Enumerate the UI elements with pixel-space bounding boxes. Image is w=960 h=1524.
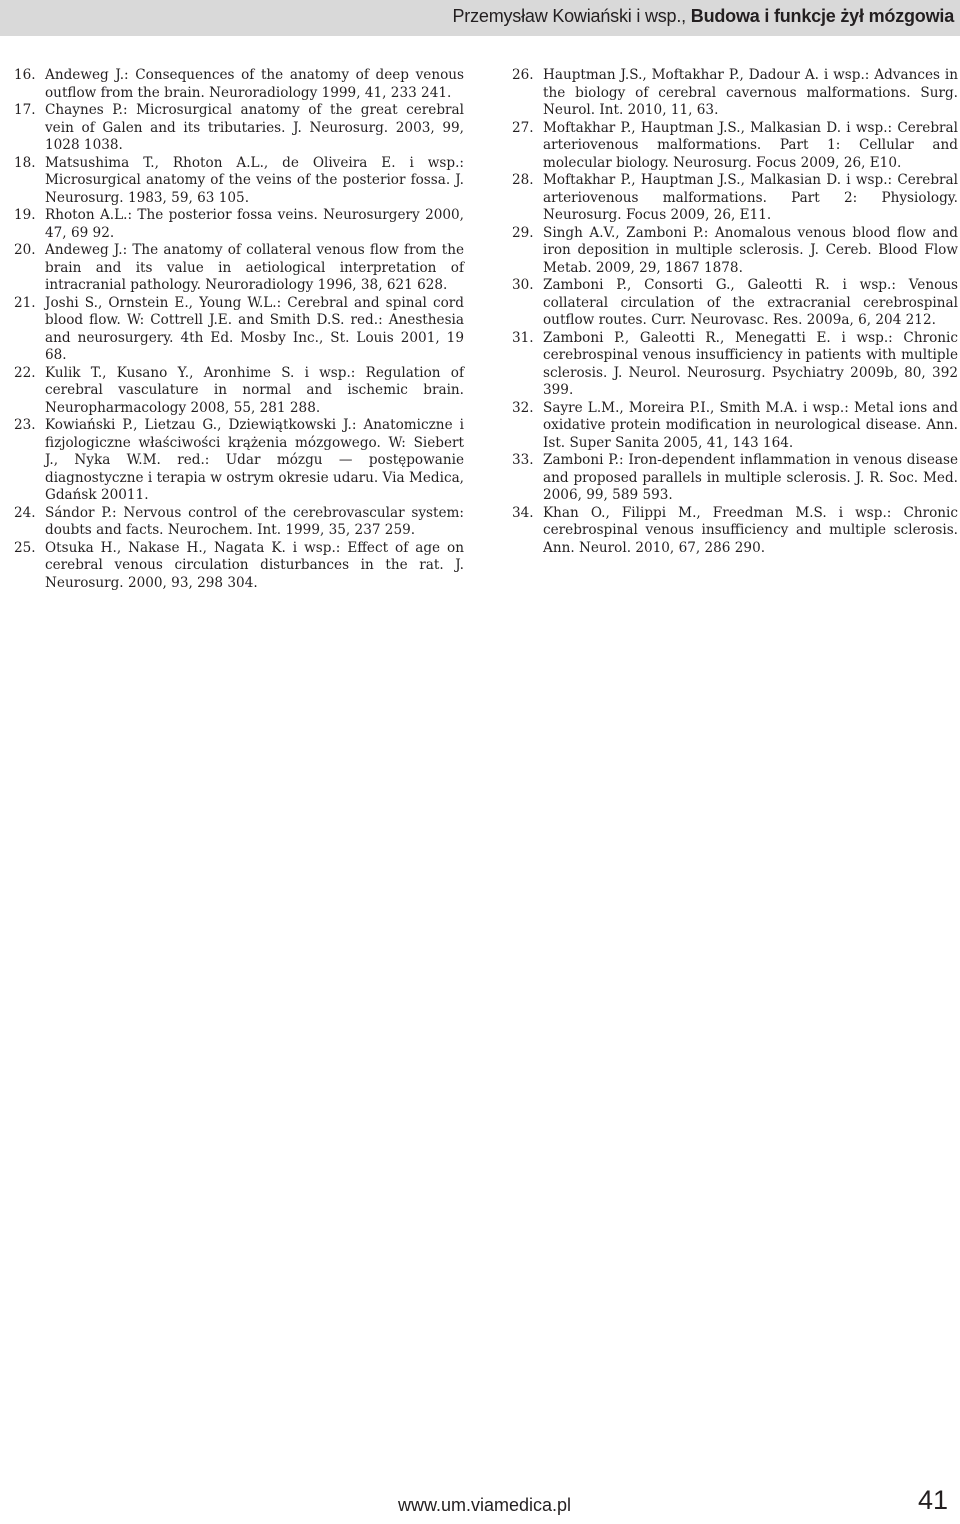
reference-number: 20. <box>14 242 36 258</box>
reference-text: Kulik T., Kusano Y., Aronhime S. i wsp.: Regulation of cerebral vasculature in normal and ischemic brain. Neuropharmacology 2008, 55, 281 288. <box>45 364 464 416</box>
reference-text: Zamboni P., Galeotti R., Menegatti E. i wsp.: Chronic cerebrospinal venous insufficiency in patients with multiple sclerosis. J. Neurol. Neurosurg. Psychiatry 2009b, 80, 392 399. <box>543 329 958 398</box>
reference-item <box>14 67 464 102</box>
reference-number: 22. <box>14 364 36 381</box>
reference-item <box>14 540 464 593</box>
page-number: 41 <box>918 1485 949 1515</box>
reference-item <box>512 400 958 453</box>
header-authors: Przemysław Kowiański i wsp., <box>452 6 691 26</box>
reference-item <box>14 295 464 365</box>
reference-text: Moftakhar P., Hauptman J.S., Malkasian D. i wsp.: Cerebral arteriovenous malformations. Part 1: Cellular and molecular biology. Neurosurg. Focus 2009, 26, E10. <box>543 119 958 171</box>
reference-text: Moftakhar P., Hauptman J.S., Malkasian D. i wsp.: Cerebral arteriovenous malformations. Part 2: Physiology. Neurosurg. Focus 2009, 26, E11. <box>543 172 958 223</box>
reference-number: 30. <box>512 277 534 293</box>
reference-text: Rhoton A.L.: The posterior fossa veins. Neurosurgery 2000, 47, 69 92. <box>45 207 464 241</box>
reference-number: 29. <box>512 224 534 241</box>
reference-text: Hauptman J.S., Moftakhar P., Dadour A. i wsp.: Advances in the biology of cerebral cavernous malformations. Surg. Neurol. Int. 2010, 11, 63. <box>543 67 958 118</box>
reference-text: Sayre L.M., Moreira P.I., Smith M.A. i wsp.: Metal ions and oxidative protein modification in neurological disease. Ann. Ist. Super Sanita 2005, 41, 143 164. <box>543 399 958 451</box>
reference-text: Chaynes P.: Microsurgical anatomy of the great cerebral vein of Galen and its tributaries. J. Neurosurg. 2003, 99, 1028 1038. <box>45 102 464 153</box>
reference-item <box>14 155 464 208</box>
reference-text: Joshi S., Ornstein E., Young W.L.: Cerebral and spinal cord blood flow. W: Cottrell J.E. and Smith D.S. red.: Anesthesia and neurosurgery. 4th Ed. Mosby Inc., St. Louis 2001, 19 68. <box>45 294 464 363</box>
reference-number: 26. <box>512 67 534 83</box>
reference-number: 23. <box>14 417 36 433</box>
reference-item <box>14 207 464 242</box>
reference-number: 17. <box>14 102 36 118</box>
reference-number: 34. <box>512 504 534 521</box>
reference-number: 27. <box>512 119 534 136</box>
reference-item <box>512 505 958 558</box>
reference-item <box>512 67 958 120</box>
reference-item <box>512 277 958 330</box>
reference-number: 32. <box>512 399 534 416</box>
running-header <box>0 0 960 36</box>
reference-item <box>14 417 464 505</box>
reference-number: 16. <box>14 67 36 83</box>
reference-text: Sándor P.: Nervous control of the cerebrovascular system: doubts and facts. Neurochem. Int. 1999, 35, 237 259. <box>45 504 464 538</box>
footer-url[interactable]: www.um.viamedica.pl <box>398 1495 572 1515</box>
reference-item <box>512 330 958 400</box>
header-title: Budowa i funkcje żył mózgowia <box>690 6 954 26</box>
reference-number: 28. <box>512 172 534 188</box>
reference-item <box>512 225 958 278</box>
reference-text: Matsushima T., Rhoton A.L., de Oliveira E. i wsp.: Microsurgical anatomy of the veins of the posterior fossa. J. Neurosurg. 1983, 59, 63 105. <box>45 154 464 206</box>
reference-number: 24. <box>14 504 36 521</box>
reference-number: 21. <box>14 294 36 311</box>
reference-number: 33. <box>512 452 534 468</box>
reference-text: Andeweg J.: Consequences of the anatomy of deep venous outflow from the brain. Neuroradiology 1999, 41, 233 241. <box>45 67 464 101</box>
reference-text: Singh A.V., Zamboni P.: Anomalous venous blood flow and iron deposition in multiple sclerosis. J. Cereb. Blood Flow Metab. 2009, 29, 1867 1878. <box>543 224 958 276</box>
reference-item <box>512 172 958 225</box>
references-column-left <box>14 67 464 592</box>
reference-number: 18. <box>14 154 36 171</box>
running-header-text <box>453 6 955 27</box>
reference-item <box>14 242 464 295</box>
reference-text: Andeweg J.: The anatomy of collateral venous flow from the brain and its value in aetiological interpretation of intracranial pathology. Neuroradiology 1996, 38, 621 628. <box>45 242 464 293</box>
reference-text: Khan O., Filippi M., Freedman M.S. i wsp.: Chronic cerebrospinal venous insufficiency and multiple sclerosis. Ann. Neurol. 2010, 67, 286 290. <box>543 504 958 556</box>
reference-item <box>512 120 958 173</box>
reference-text: Otsuka H., Nakase H., Nagata K. i wsp.: Effect of age on cerebral venous circulation disturbances in the rat. J. Neurosurg. 2000, 93, 298 304. <box>45 539 464 591</box>
reference-text: Kowiański P., Lietzau G., Dziewiątkowski J.: Anatomiczne i fizjologiczne właściwości krążenia mózgowego. W: Siebert J., Nyka W.M. red.: Udar mózgu — postępowanie diagnostyczne i terapia w ostrym okresie udaru. Via Medica, Gdańsk 20011. <box>45 417 464 503</box>
reference-item <box>14 102 464 155</box>
reference-number: 19. <box>14 207 36 223</box>
reference-item <box>14 505 464 540</box>
reference-item <box>512 452 958 505</box>
reference-text: Zamboni P.: Iron-dependent inflammation in venous disease and proposed parallels in multiple sclerosis. J. R. Soc. Med. 2006, 99, 589 593. <box>543 452 958 503</box>
reference-item <box>14 365 464 418</box>
references-column-right <box>512 67 958 557</box>
reference-number: 25. <box>14 539 36 556</box>
reference-number: 31. <box>512 329 534 346</box>
reference-text: Zamboni P., Consorti G., Galeotti R. i wsp.: Venous collateral circulation of the extracranial cerebrospinal outflow routes. Curr. Neurovasc. Res. 2009a, 6, 204 212. <box>543 277 958 328</box>
